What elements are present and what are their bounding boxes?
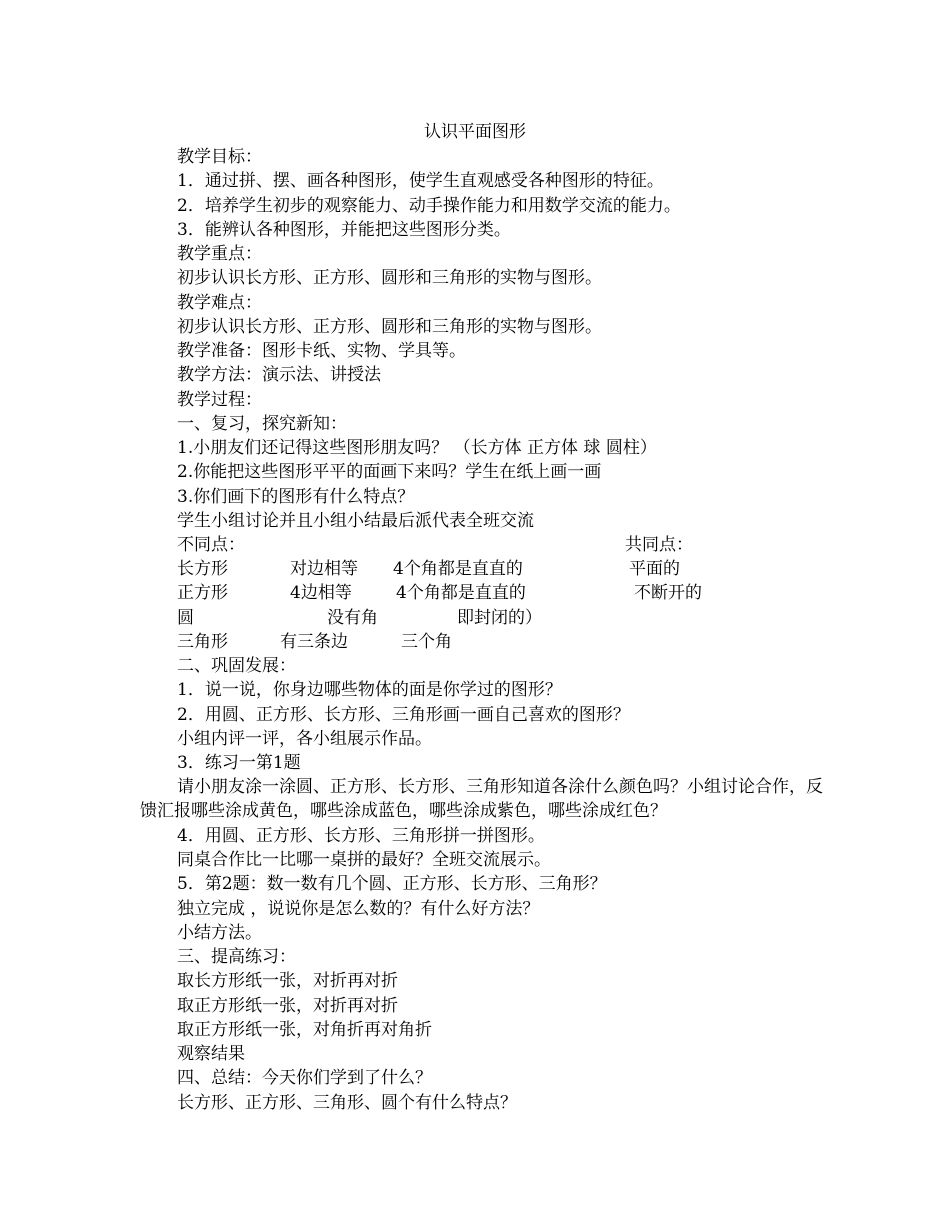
- row-col2: 三个角: [401, 632, 452, 652]
- text-line: 教学准备：图形卡纸、实物、学具等。: [177, 341, 466, 361]
- text-line: 一、复习，探究新知：: [177, 414, 347, 434]
- text-line: 同桌合作比一比哪一桌拼的最好？全班交流展示。: [177, 850, 551, 870]
- text-line: 独立完成 ，说说你是怎么数的？有什么好方法？: [177, 899, 540, 919]
- text-line: 教学难点：: [177, 293, 262, 313]
- text-line: 3．能辨认各种图形，并能把这些图形分类。: [177, 220, 511, 240]
- header-similarities: 共同点：: [625, 535, 693, 555]
- row-shape: 长方形: [177, 559, 228, 579]
- row-shape: 正方形: [177, 583, 228, 603]
- text-line: 5．第2题：数一数有几个圆、正方形、长方形、三角形？: [177, 874, 607, 894]
- text-line: 2．培养学生初步的观察能力、动手操作能力和用数学交流的能力。: [177, 196, 681, 216]
- row-col1: 对边相等: [290, 559, 358, 579]
- text-line: 1．说一说，你身边哪些物体的面是你学过的图形？: [177, 680, 562, 700]
- row-col2: 即封闭的）: [457, 608, 542, 628]
- document-title: 认识平面图形: [424, 122, 526, 142]
- text-line: 学生小组讨论并且小组小结最后派代表全班交流: [177, 511, 534, 531]
- text-line: 3.你们画下的图形有什么特点？: [177, 487, 415, 507]
- text-line: 3．练习一第1题: [177, 753, 301, 773]
- row-col2: 4个角都是直直的: [396, 583, 526, 603]
- row-col1: 有三条边: [280, 632, 348, 652]
- text-line: 取正方形纸一张，对角折再对角折: [177, 1020, 432, 1040]
- text-line: 观察结果: [177, 1044, 245, 1064]
- paragraph: 请小朋友涂一涂圆、正方形、长方形、三角形知道各涂什么颜色吗？小组讨论合作，反馈汇报哪些涂成黄色，哪些涂成蓝色，哪些涂成紫色，哪些涂成红色？: [140, 777, 823, 821]
- text-line: 初步认识长方形、正方形、圆形和三角形的实物与图形。: [177, 317, 602, 337]
- text-line: 长方形、正方形、三角形、圆个有什么特点？: [177, 1093, 517, 1113]
- text-line: 二、巩固发展：: [177, 656, 296, 676]
- text-line: 2.你能把这些图形平平的面画下来吗？学生在纸上画一画: [177, 462, 602, 482]
- row-col1: 4边相等: [290, 583, 352, 603]
- row-col2: 4个角都是直直的: [393, 559, 523, 579]
- row-col3: 不断开的: [634, 583, 702, 603]
- text-line: 1．通过拼、摆、画各种图形，使学生直观感受各种图形的特征。: [177, 171, 664, 191]
- text-line: 初步认识长方形、正方形、圆形和三角形的实物与图形。: [177, 268, 602, 288]
- text-line: 教学过程：: [177, 390, 262, 410]
- text-line: 1.小朋友们还记得这些图形朋友吗？ （长方体 正方体 球 圆柱）: [177, 438, 657, 458]
- text-line: 教学目标：: [177, 147, 262, 167]
- text-line: 教学重点：: [177, 244, 262, 264]
- text-line: 取长方形纸一张，对折再对折: [177, 971, 398, 991]
- text-line: 4．用圆、正方形、长方形、三角形拼一拼图形。: [177, 826, 545, 846]
- row-shape: 圆: [177, 608, 194, 628]
- row-shape: 三角形: [177, 632, 228, 652]
- row-col1: 没有角: [327, 608, 378, 628]
- row-col3: 平面的: [629, 559, 680, 579]
- header-differences: 不同点：: [177, 535, 245, 555]
- text-line: 四、总结：今天你们学到了什么？: [177, 1068, 432, 1088]
- text-line: 2．用圆、正方形、长方形、三角形画一画自己喜欢的图形？: [177, 705, 630, 725]
- text-line: 三、提高练习：: [177, 947, 296, 967]
- text-line: 小组内评一评，各小组展示作品。: [177, 729, 432, 749]
- text-line: 教学方法：演示法、讲授法: [177, 365, 381, 385]
- text-line: 小结方法。: [177, 923, 262, 943]
- text-line: 取正方形纸一张，对折再对折: [177, 996, 398, 1016]
